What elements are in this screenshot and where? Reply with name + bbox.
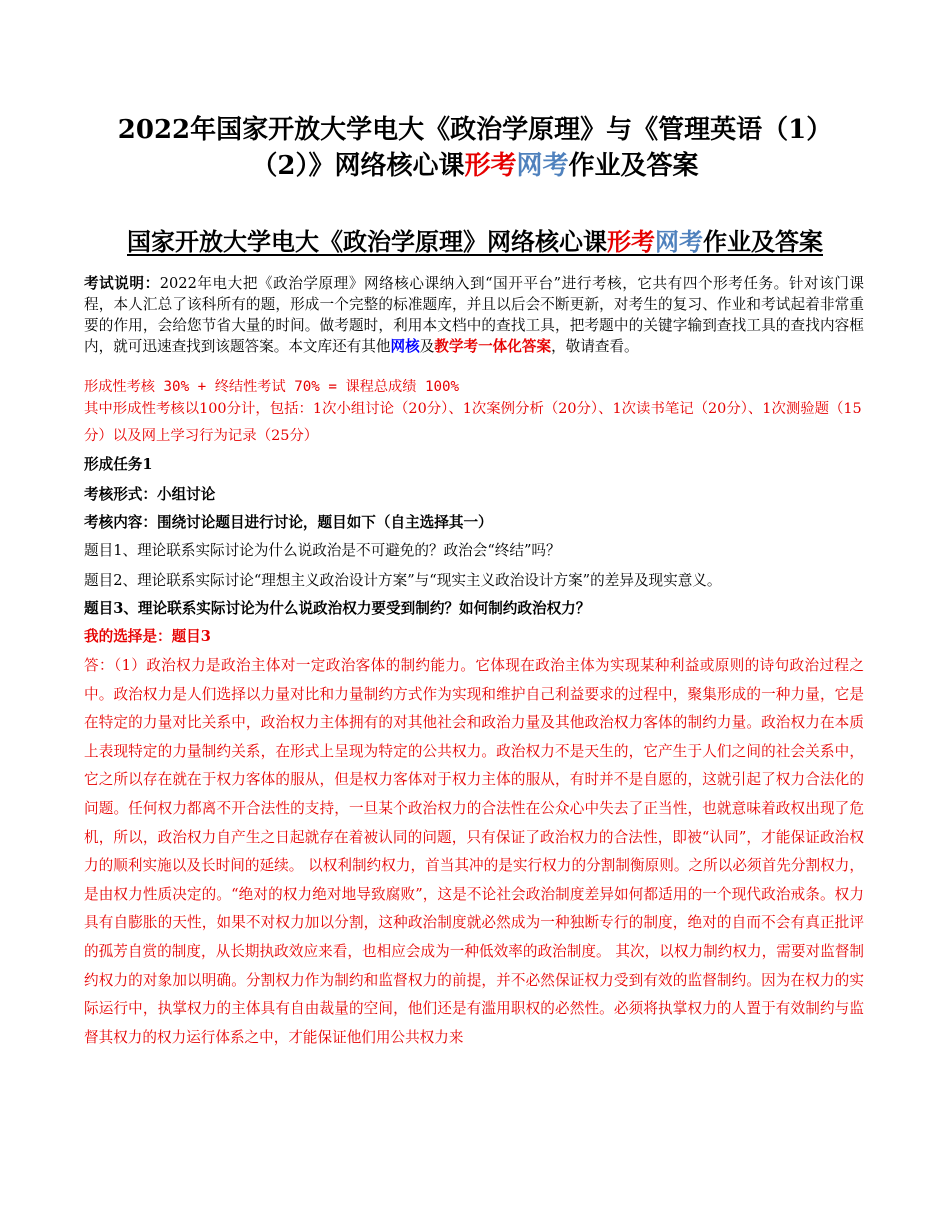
section-heading-text: 国家开放大学电大《政治学原理》网络核心课: [127, 227, 607, 256]
title-highlight-red: 形考: [464, 151, 517, 181]
title-line-2-tail: 作业及答案: [568, 151, 699, 181]
link-network-exam[interactable]: 网核: [390, 338, 420, 355]
and-text: 及: [419, 338, 435, 355]
assessment-form: 考核形式：小组讨论: [84, 486, 216, 503]
title-highlight-blue: 网考: [516, 151, 569, 181]
grading-breakdown: 其中形成性考核以100分计，包括：1次小组讨论（20分）、1次案例分析（20分）、1次读书笔记（20分）、1次测验题（15分）以及网上学习行为记录（25分）: [84, 401, 862, 444]
assessment-content: 考核内容：围绕讨论题目进行讨论，题目如下（自主选择其一）: [84, 514, 493, 531]
exam-description-label: 考试说明：: [84, 275, 160, 292]
link-integrated-answers[interactable]: 教学考一体化答案: [434, 338, 552, 355]
task-name: 形成任务1: [84, 456, 153, 473]
title-line-2: [90, 148, 860, 184]
question-1: 题目1、理论联系实际讨论为什么说政治是不可避免的？政治会“终结”吗？: [84, 542, 561, 559]
section-heading-red: 形考: [607, 227, 655, 256]
question-2: 题目2、理论联系实际讨论“理想主义政治设计方案”与“现实主义政治设计方案”的差异及现实意义。: [84, 572, 722, 589]
title-line-2-text: （2）》网络核心课: [251, 151, 465, 181]
title-line-1: 2022年国家开放大学电大《政治学原理》与《管理英语（1）: [117, 115, 833, 145]
section-heading-blue: 网考: [655, 227, 703, 256]
question-3: 题目3、理论联系实际讨论为什么说政治权力要受到制约？如何制约政治权力？: [84, 600, 591, 617]
answer-text: 答：（1）政治权力是政治主体对一定政治客体的制约能力。它体现在政治主体为实现某种利益或原则的诗句政治过程之中。政治权力是人们选择以力量对比和力量制约方式作为实现和维护自己利益要求的过程中，聚集形成的一种力量，它是在特定的力量对比关系中，政治权力主体拥有的对其他社会和政治力量及其他政治权力客体的制约力量。政治权力在本质上表现特定的力量制约关系，在形式上呈现为特定的公共权力。政治权力不是天生的，它产生于人们之间的社会关系中，它之所以存在就在于权力客体的服从，但是权力客体对于权力主体的服从，有时并不是自愿的，这就引起了权力合法化的问题。任何权力都离不开合法性的支持，一旦某个政治权力的合法性在公众心中失去了正当性，也就意味着政权出现了危机，所以，政治权力自产生之日起就存在着被认同的问题，只有保证了政治权力的合法性，即被“认同”，才能保证政治权力的顺利实施以及长时间的延续。 以权利制约权力，首当其冲的是实行权力的分割制衡原则。之所以必须首先分割权力，是由权力性质决定的。“绝对的权力绝对地导致腐败”，这是不论社会政治制度差异如何都适用的一个现代政治戒条。权力具有自膨胀的天性，如果不对权力加以分割，这种政治制度就必然成为一种独断专行的制度，绝对的自而不会有真正批评的孤芳自赏的制度，从长期执政效应来看，也相应会成为一种低效率的政治制度。 其次，以权力制约权力，需要对监督制约权力的对象加以明确。分割权力作为制约和监督权力的前提，并不必然保证权力受到有效的监督制约。因为在权力的实际运行中，执掌权力的主体具有自由裁量的空间，他们还是有滥用职权的必然性。必须将执掌权力的人置于有效制约与监督其权力的权力运行体系之中，才能保证他们用公共权力来: [84, 657, 864, 1046]
exam-description-text: 2022年电大把《政治学原理》网络核心课纳入到“国开平台”进行考核，它共有四个形考任务。针对该门课程，本人汇总了该科所有的题，形成一个完整的标准题库，并且以后会不断更新，对考生的复习、作业和考试起着非常重要的作用，会给您节省大量的时间。做考题时，利用本文档中的查找工具，把考题中的关键字输到查找工具的查找内容框内，就可迅速查找到该题答案。本文库还有其他: [84, 275, 864, 355]
my-choice: 我的选择是：题目3: [84, 628, 211, 645]
section-heading-tail: 作业及答案: [703, 227, 823, 256]
exam-description-tail: ，敬请查看。: [551, 338, 639, 355]
document-title: [90, 112, 860, 184]
section-heading: [90, 226, 860, 258]
grading-scheme: 形成性考核 30% + 终结性考试 70% = 课程总成绩 100%: [84, 379, 460, 395]
exam-description: [84, 273, 864, 357]
